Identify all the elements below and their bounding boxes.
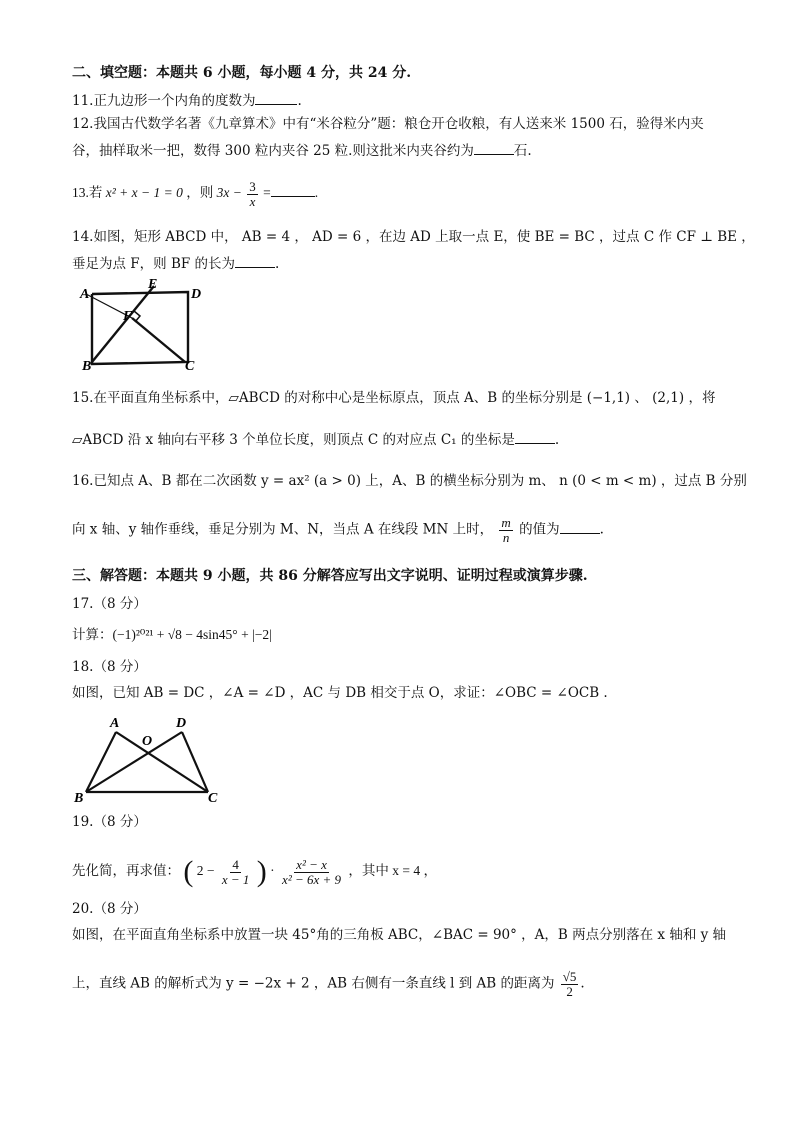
q20-num: √5 [562, 969, 577, 984]
q12-line-1: 12.我国古代数学名著《九章算术》中有“米谷粒分”题：粮仓开仓收粮，有人送来米 1500 石，验得米内夹 [72, 116, 704, 132]
q14-label-e: E [148, 277, 158, 292]
q18-label-d: D [176, 716, 187, 731]
q18-header: 18.（8 分） [72, 659, 147, 675]
q16-den: n [502, 529, 510, 545]
q20-end: . [580, 975, 585, 992]
q15-line-2 [72, 429, 559, 449]
q19-header: 19.（8 分） [72, 814, 147, 830]
q14-line-1: 14.如图，矩形 ABCD 中， AB = 4 ， AD = 6 ，在边 AD 上取一点 E，使 BE = BC ，过点 C 作 CF ⊥ BE ， [72, 229, 755, 245]
q14-end: . [275, 256, 280, 272]
q14-label-d: D [191, 287, 202, 302]
q20-fraction [561, 970, 579, 998]
question-11 [72, 90, 302, 110]
q19-fraction-1 [220, 858, 252, 886]
q11-end: . [297, 93, 302, 109]
q15-answer-blank [515, 429, 555, 444]
q13-equals: = [263, 185, 271, 201]
q12-end: 石. [513, 143, 532, 159]
q14-label-a: A [80, 287, 90, 302]
q18-label-a: A [110, 716, 120, 731]
q19-dot: · [270, 863, 275, 879]
q14-label-c: C [185, 359, 195, 372]
q20-line-1: 如图，在平面直角坐标系中放置一块 45°角的三角板 ABC，∠BAC = 90° ，A，B 两点分别落在 x 轴和 y 轴 [72, 927, 727, 943]
q17-header: 17.（8 分） [72, 596, 147, 612]
q13-equation: x² + x − 1 = 0 [105, 185, 183, 201]
q19-den-1: x − 1 [221, 871, 250, 887]
section-3-title: 三、解答题：本题共 9 小题，共 86 分解答应写出文字说明、证明过程或演算步骤. [72, 568, 588, 584]
q16-line-2 [72, 516, 604, 544]
q17-expression: 计算：(−1)²⁰²¹ + √8 − 4sin45° + |−2| [72, 627, 272, 642]
q11-text: 11.正九边形一个内角的度数为 [72, 93, 256, 109]
q13-expression: 3x − [216, 185, 242, 201]
q13-prefix: 13.若 [72, 185, 103, 201]
q18-label-c: C [208, 791, 218, 806]
q18-label-o: O [142, 734, 153, 749]
q14-line-2 [72, 253, 279, 273]
q11-answer-blank [255, 90, 297, 105]
q13-num: 3 [249, 179, 256, 194]
q14-label-f: F [123, 309, 133, 324]
q14-answer-blank [235, 253, 275, 268]
q12-answer-blank [474, 140, 514, 155]
q18-statement: 如图，已知 AB = DC ，∠A = ∠D ，AC 与 DB 相交于点 O，求证：∠OBC = ∠OCB . [72, 685, 608, 701]
q12-line-2 [72, 140, 532, 160]
q15-line-2-text: ▱ABCD 沿 x 轴向右平移 3 个单位长度，则顶点 C 的对应点 C₁ 的坐标是 [72, 432, 515, 448]
q16-answer-blank [560, 519, 600, 534]
q19-suffix: ，其中 x = 4 ， [348, 863, 438, 879]
q14-rectangle-figure [78, 276, 208, 372]
q20-line-2-text: 上，直线 AB 的解析式为 y = −2x + 2 ，AB 右侧有一条直线 l 到 AB 的距离为 [72, 975, 555, 992]
q19-den-2: x² − 6x + 9 [282, 871, 342, 887]
q12-line-2-text: 谷，抽样取米一把，数得 300 粒内夹谷 25 粒.则这批米内夹谷约为 [72, 143, 474, 159]
q18-label-b: B [74, 791, 84, 806]
q14-segment-cf [132, 318, 185, 362]
q16-end: . [599, 521, 604, 538]
q19-expression [72, 855, 438, 889]
q13-end: . [314, 185, 319, 201]
q16-line-2b: 的值为 [519, 521, 560, 538]
q19-num-2: x² − x [296, 857, 327, 872]
section-2-title: 二、填空题：本题共 6 小题，每小题 4 分，共 24 分. [72, 65, 412, 81]
q19-num-1: 4 [232, 857, 239, 872]
q13-den: x [249, 193, 256, 209]
q16-num: m [501, 515, 511, 530]
q14-line-2-text: 垂足为点 F，则 BF 的长为 [72, 256, 236, 272]
q16-fraction [499, 516, 512, 544]
question-13 [72, 180, 318, 208]
q19-two-minus: 2 − [196, 863, 215, 879]
q19-prefix: 先化简，再求值： [72, 863, 180, 879]
q16-line-2a: 向 x 轴、y 轴作垂线，垂足分别为 M、N，当点 A 在线段 MN 上时， [72, 521, 494, 538]
q20-line-2 [72, 970, 585, 998]
q14-label-b: B [82, 359, 92, 372]
q15-end: . [554, 432, 560, 448]
q13-mid: ，则 [186, 185, 214, 201]
q20-header: 20.（8 分） [72, 901, 147, 917]
q19-fraction-2 [280, 858, 343, 886]
q13-fraction [247, 180, 258, 208]
q13-answer-blank [271, 182, 315, 197]
q19-right-paren: ) [256, 855, 267, 889]
q16-line-1: 16.已知点 A、B 都在二次函数 y = ax² (a > 0) 上，A、B 的横坐标分别为 m、 n (0 < m < m) ，过点 B 分别 [72, 473, 747, 489]
q19-left-paren: ( [183, 855, 194, 889]
q18-triangles-figure [70, 712, 230, 806]
q15-line-1: 15.在平面直角坐标系中，▱ABCD 的对称中心是坐标原点，顶点 A、B 的坐标分别是 (−1,1) 、 (2,1) ，将 [72, 390, 716, 406]
q20-den: 2 [566, 983, 573, 999]
q14-segment-be [92, 286, 154, 362]
